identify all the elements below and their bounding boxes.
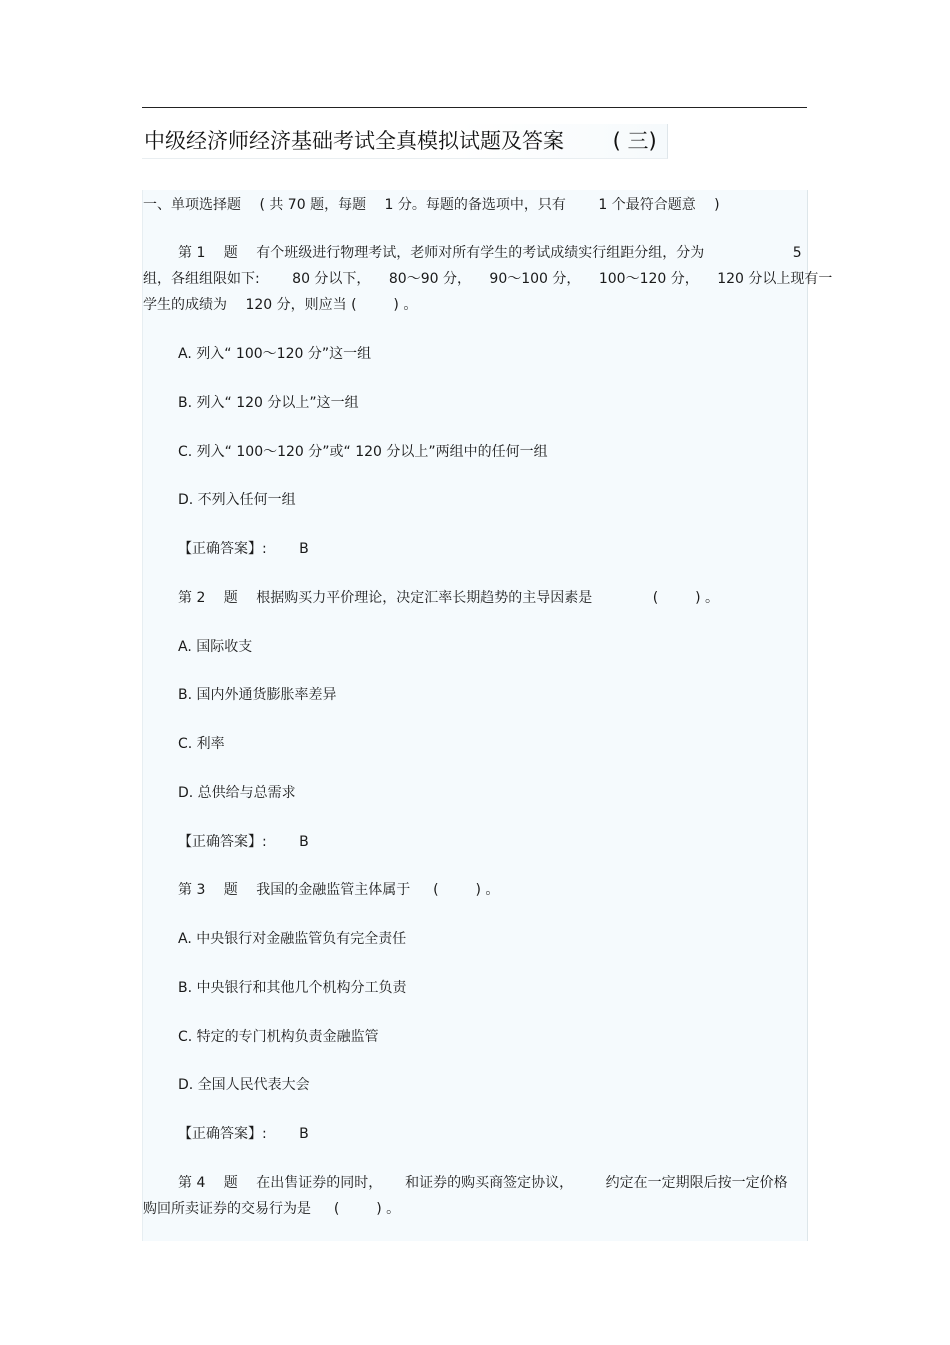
- question-3-line-1: 第 3 题 我国的金融监管主体属于 ( ) 。: [178, 882, 500, 898]
- question-3-answer: 【正确答案】: B: [178, 1126, 309, 1142]
- question-1-option-b: B. 列入“ 120 分以上”这一组: [178, 395, 359, 411]
- question-2-line-1: 第 2 题 根据购买力平价理论，决定汇率长期趋势的主导因素是 ( ) 。: [178, 590, 719, 606]
- section-header: 一、单项选择题 ( 共 70 题，每题 1 分。每题的备选项中，只有 1 个最符合题意 ): [143, 197, 720, 213]
- question-3-option-d: D. 全国人民代表大会: [178, 1077, 310, 1093]
- question-1-option-a: A. 列入“ 100～120 分”这一组: [178, 346, 372, 362]
- content-area: [142, 190, 833, 1241]
- top-rule: [142, 107, 807, 108]
- question-1-line-1: 第 1 题 有个班级进行物理考试，老师对所有学生的考试成绩实行组距分组，分为 5: [178, 245, 802, 261]
- question-2-option-b: B. 国内外通货膨胀率差异: [178, 687, 337, 703]
- question-1-option-c: C. 列入“ 100～120 分”或“ 120 分以上”两组中的任何一组: [178, 444, 548, 460]
- question-4-line-1: 第 4 题 在出售证券的同时， 和证券的购买商签定协议， 约定在一定期限后按一定价格: [178, 1175, 788, 1191]
- question-1-line-3: 学生的成绩为 120 分，则应当 ( ) 。: [143, 297, 418, 313]
- title-box: [142, 124, 668, 159]
- question-3-option-b: B. 中央银行和其他几个机构分工负责: [178, 980, 407, 996]
- document-title: 中级经济师经济基础考试全真模拟试题及答案 ( 三): [144, 129, 657, 153]
- question-2-option-d: D. 总供给与总需求: [178, 785, 296, 801]
- question-4-line-2: 购回所卖证券的交易行为是 ( ) 。: [143, 1201, 401, 1217]
- question-1-option-d: D. 不列入任何一组: [178, 492, 296, 508]
- question-2-option-a: A. 国际收支: [178, 639, 253, 655]
- question-1-answer: 【正确答案】: B: [178, 541, 309, 557]
- question-2-option-c: C. 利率: [178, 736, 225, 752]
- question-1-line-2: 组，各组组限如下: 80 分以下， 80～90 分， 90～100 分， 100～120 分， 120 分以上现有一: [143, 271, 833, 287]
- question-3-option-c: C. 特定的专门机构负责金融监管: [178, 1029, 379, 1045]
- question-3-option-a: A. 中央银行对金融监管负有完全责任: [178, 931, 407, 947]
- question-2-answer: 【正确答案】: B: [178, 834, 309, 850]
